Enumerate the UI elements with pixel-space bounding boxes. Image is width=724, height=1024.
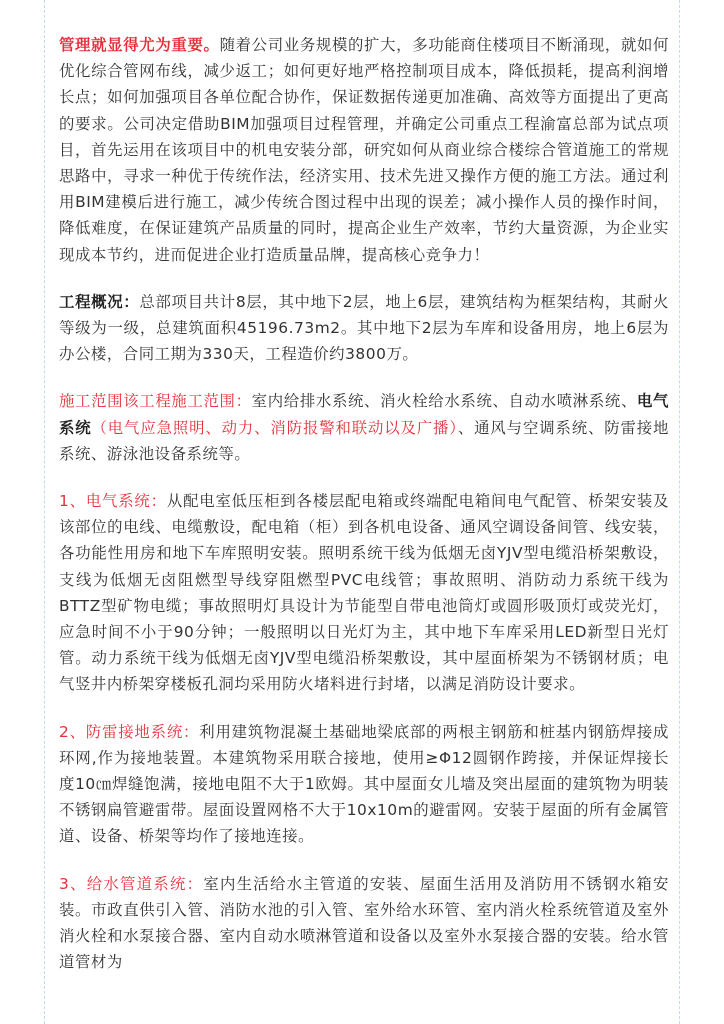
electrical-system-text: 从配电室低压柜到各楼层配电箱或终端配电箱间电气配管、桥架安装及该部位的电线、电缆敷设，配电箱（柜）到各机电设备、通风空调设备间管、线安装，各功能性用房和地下车库照明安装。照明系统干线为低烟无卤YJV型电缆沿桥架敷设，支线为低烟无卤阻燃型导线穿阻燃型PVC电线管；事故照明、消防动力系统干线为BTTZ型矿物电缆；事故照明灯具设计为节能型自带电池筒灯或圆形吸顶灯或荧光灯，应急时间不小于90分钟；一般照明以日光灯为主，其中地下车库采用LED新型日光灯管。动力系统干线为低烟无卤YJV型电缆沿桥架敷设，其中屋面桥架为不锈钢材质；电气竖井内桥架穿楼板孔洞均采用防火堵料进行封堵，以满足消防设计要求。: [59, 492, 669, 694]
water-supply-label: 3、给水管道系统：: [59, 874, 204, 893]
project-overview-paragraph: [59, 289, 669, 368]
project-overview-label: 工程概况：: [59, 292, 140, 311]
electrical-system-label: 1、电气系统：: [59, 492, 167, 511]
intro-text: 随着公司业务规模的扩大，多功能商住楼项目不断涌现，就如何优化综合管网布线，减少返工；如何更好地严格控制项目成本，降低损耗，提高利润增长点；如何加强项目各单位配合协作，保证数据传递更加准确、高效等方面提出了更高的要求。公司决定借助BIM加强项目过程管理，并确定公司重点工程渝富总部为试点项目，首先运用在该项目中的机电安装分部，研究如何从商业综合楼综合管道施工的常规思路中，寻求一种优于传统作法，经济实用、技术先进又操作方便的施工方法。通过利用BIM建模后进行施工，减少传统合图过程中出现的误差；减小操作人员的操作时间，降低难度，在保证建筑产品质量的同时，提高企业生产效率，节约大量资源，为企业实现成本节约，进而促进企业打造质量品牌，提高核心竞争力！: [59, 36, 669, 264]
intro-paragraph: [59, 32, 669, 268]
electrical-system-bold: 电气系统: [59, 392, 669, 437]
water-supply-text: 室内生活给水主管道的安装、屋面生活用及消防用不锈钢水箱安装。市政直供引入管、消防水池的引入管、室外给水环管、室内消火栓系统管道及室外消火栓和水泵接合器、室内自动水喷淋管道和设备以及室外水泵接合器的安装。给水管道管材为: [59, 874, 669, 972]
lightning-grounding-paragraph: [59, 719, 669, 850]
construction-scope-text-a: 室内给排水系统、消火栓给水系统、自动水喷淋系统、: [251, 392, 637, 411]
water-supply-paragraph: [59, 871, 669, 976]
article-body: [59, 32, 669, 997]
intro-lead: 管理就显得尤为重要。: [59, 36, 220, 54]
lightning-grounding-text: 利用建筑物混凝土基础地梁底部的两根主钢筋和桩基内钢筋焊接成环网,作为接地装置。本建筑物采用联合接地，使用≥Φ12圆钢作跨接，并保证焊接长度10㎝焊缝饱满，接地电阻不大于1欧姆。其中屋面女儿墙及突出屋面的建筑物为明装不锈钢扁管避雷带。屋面设置网格不大于10x10m的避雷网。安装于屋面的所有金属管道、设备、桥架等均作了接地连接。: [59, 722, 669, 846]
construction-scope-label: 施工范围该工程施工范围：: [59, 392, 252, 411]
construction-scope-text-b: 、通风与空调系统、防雷接地系统、游泳池设备系统等。: [59, 418, 669, 463]
electrical-system-detail: （电气应急照明、动力、消防报警和联动以及广播）: [91, 418, 458, 437]
project-overview-text: 总部项目共计8层，其中地下2层，地上6层，建筑结构为框架结构，其耐火等级为一级，总建筑面积45196.73m2。其中地下2层为车库和设备用房，地上6层为办公楼，合同工期为330天，工程造价约3800万。: [59, 292, 669, 364]
lightning-grounding-label: 2、防雷接地系统：: [59, 722, 200, 741]
electrical-system-paragraph: [59, 488, 669, 698]
construction-scope-paragraph: [59, 388, 669, 467]
